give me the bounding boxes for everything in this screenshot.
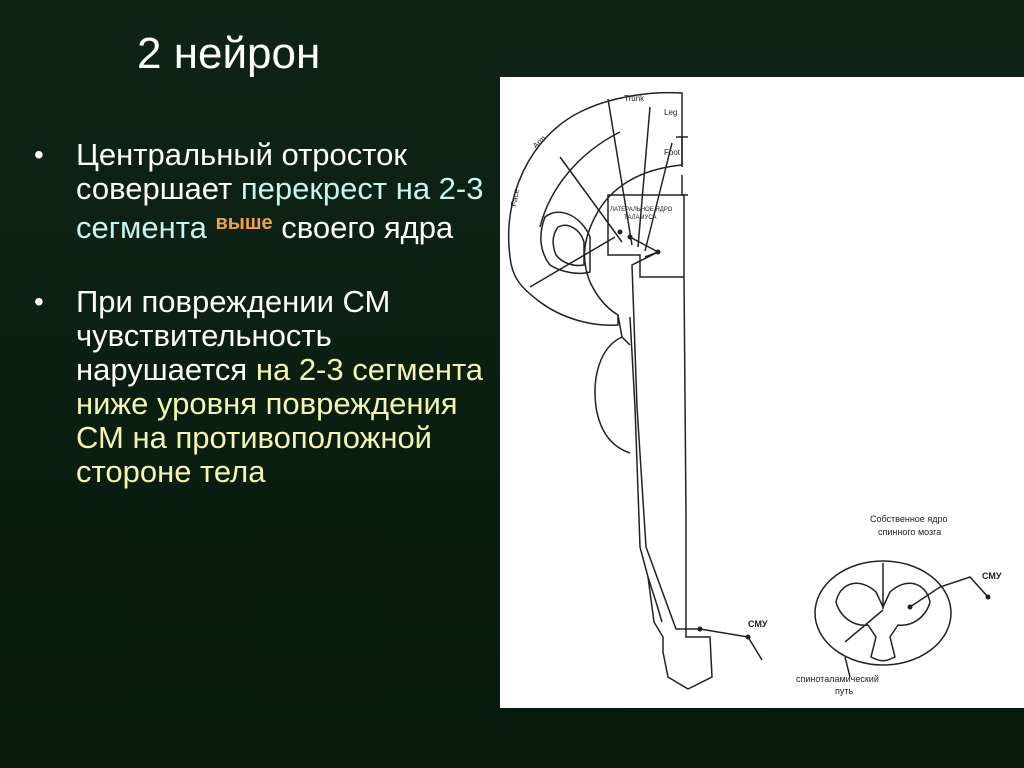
label-foot: Foot (664, 148, 681, 157)
bullet2-part2: на 2-3 сегмента ниже уровня повреждения СМ на противоположной стороне тела (76, 352, 484, 489)
label-face: Face (509, 188, 522, 208)
spinal-cord-left (630, 317, 688, 689)
basal-ganglia-outline (541, 212, 590, 273)
cross-section-neuron-dot (908, 605, 913, 610)
fiber-arm (560, 157, 622, 242)
tract-to-thalamus (630, 237, 658, 252)
label-nucleus-line2: спинного мозга (878, 527, 942, 537)
bullet1-superscript: выше (215, 212, 273, 234)
basal-ganglia-inner (553, 225, 584, 265)
thalamus-neuron-dot (618, 230, 623, 235)
brainstem-left-edge (618, 315, 630, 345)
right-ganglion-dot (986, 595, 991, 600)
bullet-list (34, 138, 494, 489)
crossing-fiber (845, 610, 883, 642)
label-thalamus-line2: ТАЛАМУСА (624, 215, 657, 221)
pathway-diagram (500, 77, 1024, 708)
bullet1-part4: своего ядра (281, 210, 454, 245)
anatomy-figure (500, 77, 1024, 708)
label-trunk: Trunk (624, 94, 645, 103)
label-smu-left: СМУ (748, 619, 768, 629)
label-arm: Arm (531, 133, 548, 151)
fiber-face (530, 237, 615, 287)
bullet1-part2: перекрест на 2-3 сегмента (76, 171, 484, 245)
fiber-leg (638, 107, 650, 247)
bullet2-part1: При повреждении СМ чувствительность нарушается (76, 284, 391, 387)
bullet-dot-icon: • (34, 139, 44, 170)
bullet-item-1 (34, 138, 494, 245)
bullet-item-2 (34, 285, 494, 489)
label-leg: Leg (664, 108, 678, 117)
ganglion-dot (746, 635, 751, 640)
label-smu-right: СМУ (982, 571, 1002, 581)
thalamus-neuron-dot (628, 235, 633, 240)
cord-neuron-dot (698, 627, 703, 632)
thalamus-neuron-dot (656, 250, 661, 255)
fiber-trunk (608, 99, 632, 245)
label-tract-line2: путь (835, 686, 854, 696)
bullet-dot-icon: • (34, 286, 44, 317)
label-tract-line1: спиноталамический (796, 674, 879, 684)
label-thalamus-line1: ЛАТЕРАЛЬНОЕ ЯДРО (610, 207, 673, 213)
slide-title: 2 нейрон (137, 29, 321, 78)
bullet1-part1: Центральный отросток совершает (76, 137, 407, 206)
fiber-foot (645, 143, 672, 251)
spinal-cord-right (684, 277, 712, 689)
pons-outline (595, 337, 630, 453)
label-nucleus-line1: Собственное ядро (870, 514, 948, 524)
